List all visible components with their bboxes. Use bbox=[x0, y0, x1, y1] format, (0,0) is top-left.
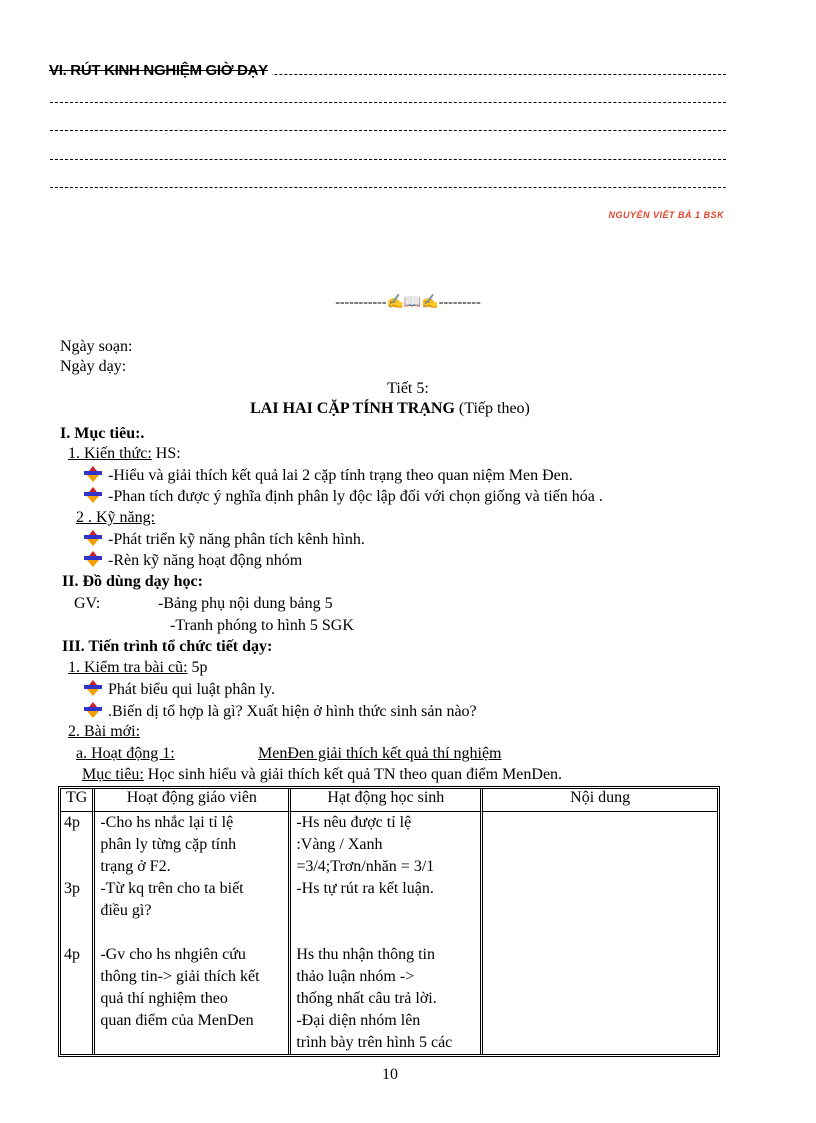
arrow-bullet-icon bbox=[84, 680, 102, 696]
teacher-line: điều gì? bbox=[100, 902, 152, 919]
author-watermark: NGUYỄN VIẾT BÁ 1 BSK bbox=[608, 210, 724, 220]
skills-label: 2 . Kỹ năng: bbox=[76, 509, 156, 526]
date-prepared: Ngày soạn: bbox=[60, 338, 133, 355]
teacher-line: trạng ở F2. bbox=[100, 858, 171, 875]
aids-item: -Tranh phóng to hình 5 SGK bbox=[170, 617, 354, 634]
knowledge-item bbox=[84, 466, 573, 485]
skills-item bbox=[84, 551, 302, 570]
activity-label: a. Hoạt động 1: bbox=[76, 745, 175, 762]
teacher-line: phân ly từng cặp tính bbox=[100, 836, 237, 853]
knowledge-item-text: -Phan tích được ý nghĩa định phân ly độc lập đối với chọn giống và tiến hóa . bbox=[108, 488, 603, 505]
cell-student bbox=[291, 812, 483, 1054]
student-line: =3/4;Trơn/nhăn = 3/1 bbox=[296, 858, 435, 875]
student-line: thống nhất câu trả lời. bbox=[296, 990, 437, 1007]
time-entry: 3p bbox=[64, 880, 80, 897]
aids-heading: II. Đồ dùng dạy học: bbox=[62, 573, 203, 590]
lesson-title-suffix: (Tiếp theo) bbox=[458, 400, 530, 417]
aids-item: -Bảng phụ nội dung bảng 5 bbox=[158, 595, 333, 612]
teacher-line: -Gv cho hs nhgiên cứu bbox=[100, 946, 246, 963]
teacher-line: -Cho hs nhắc lại tỉ lệ bbox=[100, 814, 234, 831]
dashed-line bbox=[50, 159, 726, 160]
check-item-text: .Biến dị tổ hợp là gì? Xuất hiện ở hình thức sinh sản nào? bbox=[108, 703, 477, 720]
header-teacher: Hoạt động giáo viên bbox=[95, 789, 291, 812]
objective-text: Học sinh hiểu và giải thích kết quả TN theo quan điểm MenDen. bbox=[147, 766, 563, 783]
new-lesson-heading bbox=[68, 723, 140, 741]
table-header-row bbox=[61, 789, 717, 812]
student-line: trình bày trên hình 5 các bbox=[296, 1034, 453, 1051]
knowledge-label: 1. Kiến thức: bbox=[68, 445, 152, 462]
teacher-line: quả thí nghiệm theo bbox=[100, 990, 228, 1007]
lesson-table bbox=[58, 786, 720, 1057]
arrow-bullet-icon bbox=[84, 702, 102, 718]
objective-line bbox=[82, 766, 562, 784]
time-entry: 4p bbox=[64, 946, 80, 963]
student-line: -Đại diện nhóm lên bbox=[296, 1012, 421, 1029]
skills-item bbox=[84, 530, 365, 549]
check-item bbox=[84, 702, 477, 721]
check-item bbox=[84, 680, 275, 699]
lesson-title bbox=[0, 400, 780, 418]
skills-item-text: -Phát triển kỹ năng phân tích kênh hình. bbox=[108, 531, 365, 548]
experience-title: VI. RÚT KINH NGHIỆM GIỜ DẠY bbox=[49, 62, 272, 79]
lesson-period: Tiết 5: bbox=[387, 380, 429, 397]
activity-heading bbox=[76, 745, 175, 763]
knowledge-heading bbox=[68, 445, 181, 463]
student-line: Hs thu nhận thông tin bbox=[296, 946, 435, 963]
gv-label: GV: bbox=[74, 595, 101, 612]
time-entry: 4p bbox=[64, 814, 80, 831]
dashed-line bbox=[50, 130, 726, 131]
check-label: 1. Kiểm tra bài cũ: bbox=[68, 659, 188, 676]
arrow-bullet-icon bbox=[84, 551, 102, 567]
section-separator: -----------✍📖✍--------- bbox=[335, 295, 481, 310]
teacher-line: thông tin-> giải thích kết bbox=[100, 968, 260, 985]
dashed-line bbox=[50, 187, 726, 188]
header-student: Hạt động học sinh bbox=[291, 789, 483, 812]
arrow-bullet-icon bbox=[84, 487, 102, 503]
knowledge-suffix: HS: bbox=[155, 445, 181, 462]
lesson-title-main: LAI HAI CẶP TÍNH TRẠNG bbox=[250, 400, 455, 417]
arrow-bullet-icon bbox=[84, 466, 102, 482]
check-item-text: Phát biểu qui luật phân ly. bbox=[108, 681, 275, 698]
objectives-heading: I. Mục tiêu:. bbox=[60, 425, 145, 442]
skills-heading bbox=[76, 509, 155, 527]
page-number: 10 bbox=[382, 1066, 398, 1083]
new-lesson-label: 2. Bài mới: bbox=[68, 723, 141, 740]
header-content: Nội dung bbox=[483, 789, 717, 812]
teacher-line: -Từ kq trên cho ta biết bbox=[100, 880, 244, 897]
knowledge-item bbox=[84, 487, 603, 506]
student-line: -Hs nêu được tỉ lệ bbox=[296, 814, 412, 831]
knowledge-item-text: -Hiểu và giải thích kết quả lai 2 cặp tính trạng theo quan niệm Men Đen. bbox=[108, 467, 573, 484]
arrow-bullet-icon bbox=[84, 530, 102, 546]
check-heading bbox=[68, 659, 208, 677]
student-line: -Hs tự rút ra kết luận. bbox=[296, 880, 434, 897]
dashed-line bbox=[50, 102, 726, 103]
skills-item-text: -Rèn kỹ năng hoạt động nhóm bbox=[108, 552, 303, 569]
cell-teacher bbox=[95, 812, 291, 1054]
check-suffix: 5p bbox=[191, 659, 208, 676]
teacher-line: quan điểm của MenDen bbox=[100, 1012, 254, 1029]
activity-title: MenĐen giải thích kết quả thí nghiệm bbox=[258, 745, 502, 762]
student-line: :Vàng / Xanh bbox=[296, 836, 383, 853]
header-tg: TG bbox=[61, 789, 95, 812]
objective-label: Mục tiêu: bbox=[82, 766, 144, 783]
student-line: thảo luận nhóm -> bbox=[296, 968, 415, 985]
cell-content bbox=[483, 812, 717, 1054]
cell-tg bbox=[61, 812, 95, 1054]
progress-heading: III. Tiến trình tổ chức tiết dạy: bbox=[62, 638, 273, 655]
date-taught: Ngày dạy: bbox=[60, 358, 127, 375]
table-row bbox=[61, 812, 717, 1054]
